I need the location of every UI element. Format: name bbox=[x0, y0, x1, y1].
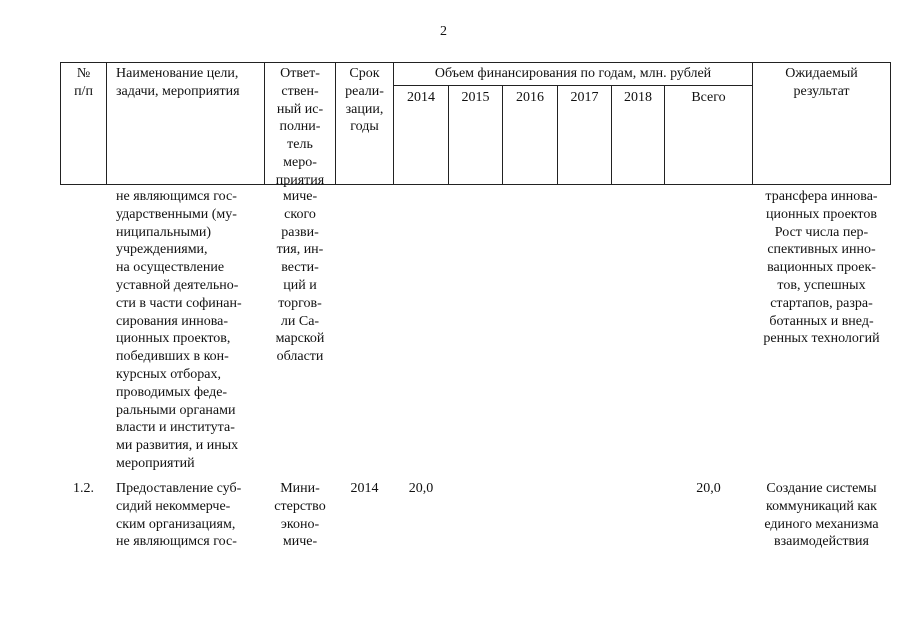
col-divider-1 bbox=[106, 62, 107, 185]
header-year-2016: 2016 bbox=[516, 90, 544, 105]
continuation-result: трансфера иннова- ционных проектов Рост числа пер- спективных инно- вационных проек- тов, успешных стартапов, разра- ботанных и внед- ренных технологий bbox=[763, 189, 880, 347]
header-responsible: Ответ- ствен- ный ис- полни- тель меро- приятия bbox=[275, 66, 325, 188]
header-term: Срок реали- зации, годы bbox=[345, 66, 384, 135]
table-right-border bbox=[890, 62, 891, 185]
table-top-border bbox=[60, 62, 891, 63]
header-year-total: Всего bbox=[691, 90, 726, 105]
header-funding-title: Объем финансирования по годам, млн. рублей bbox=[434, 66, 712, 81]
header-year-2017: 2017 bbox=[570, 90, 599, 105]
row-1-2-num: 1.2. bbox=[73, 481, 94, 496]
header-name: Наименование цели, задачи, мероприятия bbox=[116, 66, 240, 99]
row-1-2-2014: 20,0 bbox=[408, 481, 434, 496]
page-number: 2 bbox=[440, 24, 447, 39]
header-year-2014: 2014 bbox=[407, 90, 435, 105]
continuation-responsible: миче- ского разви- тия, ин- вести- ций и торгов- ли Са- марской области bbox=[275, 189, 325, 365]
row-1-2-responsible: Мини- стерство эконо- миче- bbox=[274, 481, 326, 550]
continuation-name: не являющимся гос- ударственными (му- ниципальными) учреждениями, на осуществление уставной деятельно- сти в части софинан- сирования иннова- ционных проектов, победивших в кон- курсных отборах, проводимых феде- ральными органами власти и института- ми развития, и иных мероприятий bbox=[116, 189, 242, 471]
row-1-2-term: 2014 bbox=[350, 481, 379, 496]
header-bottom-border bbox=[60, 184, 891, 185]
row-1-2-name: Предоставление суб- сидий некоммерче- ским организациям, не являющимся гос- bbox=[116, 481, 242, 550]
row-1-2-result: Создание системы коммуникаций как единого механизма взаимодействия bbox=[764, 481, 879, 550]
header-year-2015: 2015 bbox=[461, 90, 490, 105]
header-result: Ожидаемый результат bbox=[785, 66, 858, 99]
header-year-2018: 2018 bbox=[624, 90, 652, 105]
row-1-2-total: 20,0 bbox=[696, 481, 721, 496]
years-divider-line bbox=[393, 85, 752, 86]
header-num: № п/п bbox=[74, 66, 93, 99]
